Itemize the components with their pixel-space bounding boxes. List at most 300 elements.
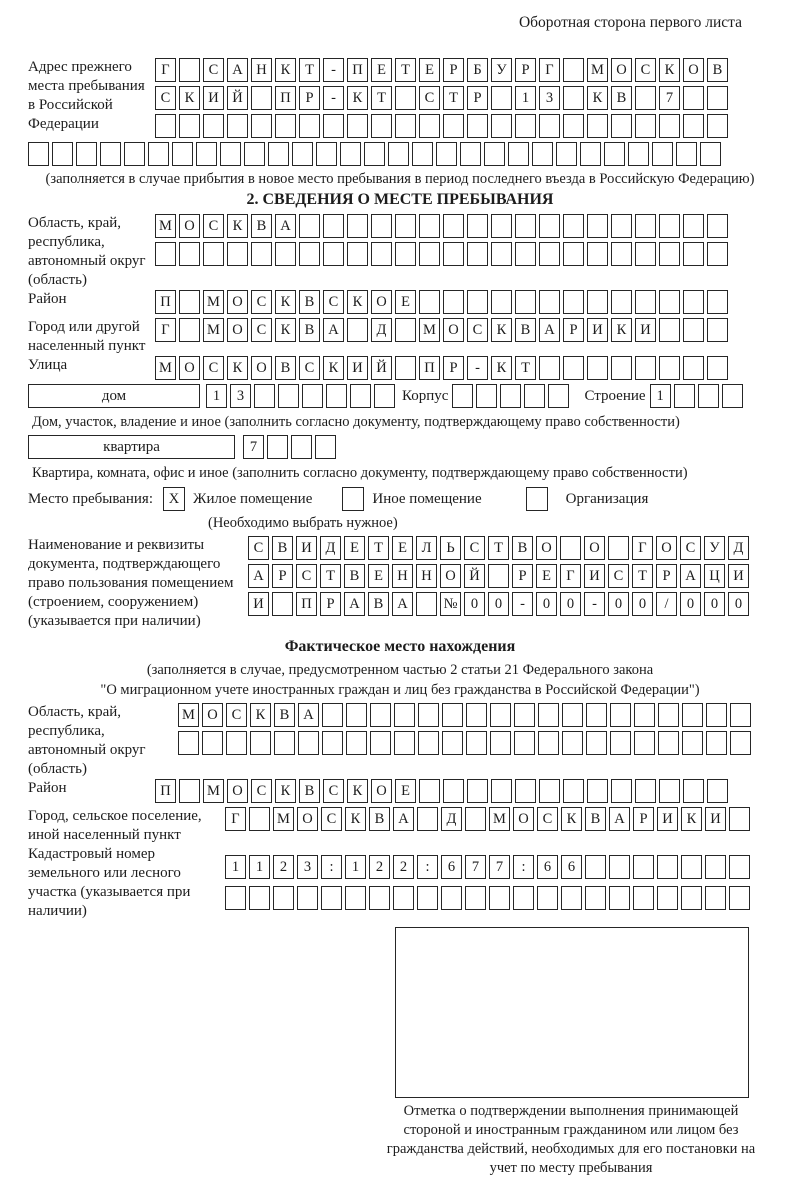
char-cell	[364, 142, 385, 166]
char-cell: С	[419, 86, 440, 110]
char-cell: К	[179, 86, 200, 110]
char-cell	[419, 214, 440, 238]
char-cell	[683, 290, 704, 314]
char-cell	[323, 242, 344, 266]
char-cell	[452, 384, 473, 408]
field-apartment	[28, 435, 772, 463]
char-cell	[652, 142, 673, 166]
char-cell	[412, 142, 433, 166]
char-cell	[707, 356, 728, 380]
char-cell: :	[513, 855, 534, 879]
char-cell: Т	[395, 58, 416, 82]
char-cell	[275, 114, 296, 138]
char-cell	[611, 356, 632, 380]
char-cell	[681, 886, 702, 910]
char-cell	[273, 886, 294, 910]
char-row	[248, 536, 752, 561]
char-cell	[500, 384, 521, 408]
char-cell: Д	[441, 807, 462, 831]
char-cell: В	[272, 536, 293, 560]
char-cell	[443, 114, 464, 138]
char-cell	[683, 242, 704, 266]
char-cell: С	[251, 779, 272, 803]
char-cell	[515, 242, 536, 266]
char-cell	[292, 142, 313, 166]
char-cell	[700, 142, 721, 166]
char-cell	[587, 242, 608, 266]
char-cell	[179, 58, 200, 82]
checkbox-other-premises	[342, 487, 364, 511]
char-cell: К	[347, 290, 368, 314]
char-cell	[707, 86, 728, 110]
char-row	[248, 592, 752, 617]
char-cell	[610, 731, 631, 755]
field-region	[28, 214, 772, 290]
char-cell: Д	[371, 318, 392, 342]
char-cell: Е	[536, 564, 557, 588]
char-cell: С	[203, 58, 224, 82]
char-cell	[676, 142, 697, 166]
char-cell: К	[250, 703, 271, 727]
region-label: Область, край, республика, автономный округ (область)	[28, 215, 146, 288]
char-cell	[322, 703, 343, 727]
char-cell: О	[297, 807, 318, 831]
char-cell	[706, 731, 727, 755]
char-row	[178, 731, 754, 756]
char-cell: Й	[227, 86, 248, 110]
char-row	[155, 58, 731, 83]
char-cell	[155, 242, 176, 266]
char-cell: С	[680, 536, 701, 560]
char-cell: Ь	[440, 536, 461, 560]
char-cell	[179, 290, 200, 314]
char-cell: Р	[443, 356, 464, 380]
char-cell: И	[657, 807, 678, 831]
char-cell	[302, 384, 323, 408]
char-cell: №	[440, 592, 461, 616]
char-cell	[419, 114, 440, 138]
char-cell: 6	[441, 855, 462, 879]
char-cell: С	[296, 564, 317, 588]
char-cell	[563, 290, 584, 314]
checkbox-organization	[526, 487, 548, 511]
char-cell: 7	[465, 855, 486, 879]
char-cell: Р	[443, 58, 464, 82]
char-cell	[683, 318, 704, 342]
char-cell: 1	[225, 855, 246, 879]
char-cell	[418, 703, 439, 727]
char-cell: К	[611, 318, 632, 342]
char-cell	[350, 384, 371, 408]
char-cell	[321, 886, 342, 910]
char-cell	[560, 536, 581, 560]
char-cell	[537, 886, 558, 910]
char-cell	[347, 318, 368, 342]
city-label: Город или другой населенный пункт	[28, 319, 146, 354]
char-cell	[196, 142, 217, 166]
char-cell	[227, 242, 248, 266]
char-cell	[515, 779, 536, 803]
char-row	[225, 886, 753, 911]
char-cell	[563, 86, 584, 110]
char-cell: В	[585, 807, 606, 831]
char-cell: В	[369, 807, 390, 831]
char-cell	[609, 855, 630, 879]
char-cell: 2	[393, 855, 414, 879]
char-cell: -	[323, 58, 344, 82]
char-cell	[635, 242, 656, 266]
char-cell: Р	[299, 86, 320, 110]
char-cell: Р	[320, 592, 341, 616]
char-cell: А	[609, 807, 630, 831]
district-label: Район	[28, 291, 67, 307]
char-cell	[556, 142, 577, 166]
char-cell: Т	[368, 536, 389, 560]
char-cell	[513, 886, 534, 910]
char-cell: И	[203, 86, 224, 110]
char-cell	[225, 886, 246, 910]
field-document	[28, 536, 772, 631]
char-cell: 6	[537, 855, 558, 879]
char-cell	[524, 384, 545, 408]
char-cell	[585, 886, 606, 910]
char-cell: /	[656, 592, 677, 616]
char-cell: М	[178, 703, 199, 727]
char-cell	[347, 114, 368, 138]
char-cell	[340, 142, 361, 166]
char-row	[155, 242, 731, 267]
char-cell	[608, 536, 629, 560]
char-cell: Т	[299, 58, 320, 82]
char-cell	[419, 779, 440, 803]
char-cell	[563, 214, 584, 238]
char-cell	[707, 114, 728, 138]
char-cell	[394, 703, 415, 727]
char-cell	[28, 142, 49, 166]
char-cell: Е	[368, 564, 389, 588]
char-cell: О	[179, 214, 200, 238]
char-cell	[443, 242, 464, 266]
char-cell	[587, 356, 608, 380]
char-row	[155, 290, 731, 315]
actual-location-note-2: "О миграционном учете иностранных граждан и лиц без гражданства в Российской Федерации")	[100, 682, 700, 698]
confirmation-note: Отметка о подтверждении выполнения принимающей стороной и иностранным гражданином или лицом без гражданства действий, необходимых для его постановки на учет по месту пребывания	[386, 1103, 756, 1176]
char-cell: 0	[488, 592, 509, 616]
actual-city-label: Город, сельское поселение, иной населенный пункт	[28, 808, 202, 843]
char-cell	[705, 886, 726, 910]
char-cell: П	[155, 779, 176, 803]
prev-address-note: (заполняется в случае прибытия в новое место пребывания в период последнего въезда в Российскую Федерацию)	[45, 171, 755, 187]
char-row	[155, 779, 731, 804]
char-cell: О	[656, 536, 677, 560]
char-cell	[514, 731, 535, 755]
char-cell	[538, 731, 559, 755]
char-cell: Р	[515, 58, 536, 82]
char-cell	[539, 242, 560, 266]
char-cell: Р	[656, 564, 677, 588]
char-cell	[683, 86, 704, 110]
char-cell	[634, 703, 655, 727]
char-cell: 1	[206, 384, 227, 408]
char-cell: 2	[369, 855, 390, 879]
char-cell	[532, 142, 553, 166]
char-cell: К	[227, 214, 248, 238]
char-cell	[268, 142, 289, 166]
char-cell: Е	[371, 58, 392, 82]
char-cell: К	[561, 807, 582, 831]
checkbox-residential: X	[163, 487, 185, 511]
char-cell: А	[344, 592, 365, 616]
apartment-box-label: квартира	[28, 435, 235, 459]
char-cell: В	[611, 86, 632, 110]
char-cell	[370, 703, 391, 727]
char-cell	[395, 86, 416, 110]
char-cell: -	[467, 356, 488, 380]
char-cell: С	[203, 356, 224, 380]
char-cell	[611, 779, 632, 803]
char-cell: О	[611, 58, 632, 82]
char-cell: С	[464, 536, 485, 560]
actual-location-title: Фактическое место нахождения	[284, 638, 516, 655]
char-cell	[683, 779, 704, 803]
char-row	[248, 564, 752, 589]
char-cell	[443, 290, 464, 314]
char-cell: В	[512, 536, 533, 560]
char-cell: А	[393, 807, 414, 831]
char-cell	[346, 703, 367, 727]
char-cell: С	[635, 58, 656, 82]
char-cell	[416, 592, 437, 616]
char-cell	[635, 779, 656, 803]
char-cell: Д	[320, 536, 341, 560]
section2-title: 2. СВЕДЕНИЯ О МЕСТЕ ПРЕБЫВАНИЯ	[246, 191, 554, 208]
char-cell: К	[659, 58, 680, 82]
char-cell: Е	[344, 536, 365, 560]
char-cell	[371, 242, 392, 266]
char-cell	[203, 242, 224, 266]
char-cell: О	[179, 356, 200, 380]
char-cell	[394, 731, 415, 755]
char-cell	[124, 142, 145, 166]
char-cell	[561, 886, 582, 910]
char-cell: О	[440, 564, 461, 588]
char-cell	[707, 214, 728, 238]
char-cell	[275, 242, 296, 266]
option-organization-label: Организация	[565, 490, 649, 507]
char-cell: И	[584, 564, 605, 588]
char-cell	[707, 318, 728, 342]
char-cell: К	[275, 318, 296, 342]
char-cell	[179, 779, 200, 803]
char-cell: Г	[539, 58, 560, 82]
char-cell	[657, 855, 678, 879]
char-cell: 2	[273, 855, 294, 879]
char-cell	[659, 242, 680, 266]
korpus-label: Корпус	[402, 388, 449, 404]
char-cell: Е	[395, 290, 416, 314]
char-cell: М	[489, 807, 510, 831]
field-stay-type	[28, 486, 772, 512]
char-cell	[250, 731, 271, 755]
char-cell: Й	[464, 564, 485, 588]
char-cell	[203, 114, 224, 138]
char-cell: 7	[659, 86, 680, 110]
char-cell: П	[419, 356, 440, 380]
char-cell	[249, 886, 270, 910]
char-cell: 1	[650, 384, 671, 408]
char-cell: О	[513, 807, 534, 831]
char-cell: Т	[443, 86, 464, 110]
char-cell	[635, 114, 656, 138]
char-cell	[539, 779, 560, 803]
cadastral-label: Кадастровый номер земельного или лесного участка (указывается при наличии)	[28, 846, 191, 919]
char-cell: С	[323, 779, 344, 803]
char-cell: М	[273, 807, 294, 831]
char-cell: С	[248, 536, 269, 560]
char-cell	[442, 731, 463, 755]
char-cell: С	[321, 807, 342, 831]
char-cell	[563, 114, 584, 138]
char-cell: У	[491, 58, 512, 82]
char-cell: Н	[392, 564, 413, 588]
char-cell	[610, 703, 631, 727]
char-cell	[563, 58, 584, 82]
field-actual-district	[28, 779, 772, 807]
char-cell	[515, 114, 536, 138]
char-cell	[76, 142, 97, 166]
stroenie-label: Строение	[584, 388, 646, 404]
char-cell	[226, 731, 247, 755]
char-cell	[441, 886, 462, 910]
char-cell: И	[296, 536, 317, 560]
char-cell	[323, 114, 344, 138]
char-cell	[274, 731, 295, 755]
char-cell: В	[299, 779, 320, 803]
char-cell: Т	[371, 86, 392, 110]
char-cell	[370, 731, 391, 755]
char-cell: И	[587, 318, 608, 342]
char-cell	[178, 731, 199, 755]
char-cell	[491, 779, 512, 803]
field-actual-city	[28, 807, 772, 845]
char-cell	[395, 318, 416, 342]
char-cell	[272, 592, 293, 616]
char-cell	[548, 384, 569, 408]
char-cell	[538, 703, 559, 727]
char-cell	[681, 855, 702, 879]
field-actual-region	[28, 703, 772, 779]
char-cell: М	[203, 779, 224, 803]
char-cell	[539, 214, 560, 238]
char-cell	[466, 703, 487, 727]
field-district	[28, 290, 772, 318]
char-cell	[315, 435, 336, 459]
confirmation-stamp-box	[395, 927, 749, 1098]
char-cell: Ц	[704, 564, 725, 588]
char-cell	[674, 384, 695, 408]
char-cell: Й	[371, 356, 392, 380]
char-cell	[417, 886, 438, 910]
char-cell	[587, 114, 608, 138]
page-header: Оборотная сторона первого листа	[518, 14, 742, 31]
char-cell: 0	[608, 592, 629, 616]
char-cell: П	[296, 592, 317, 616]
prev-address-overflow-row	[28, 142, 772, 167]
char-cell	[467, 290, 488, 314]
char-cell	[347, 242, 368, 266]
char-cell	[443, 214, 464, 238]
char-cell: В	[275, 356, 296, 380]
char-cell: В	[515, 318, 536, 342]
char-cell: :	[321, 855, 342, 879]
char-cell	[683, 214, 704, 238]
field-house	[28, 384, 772, 412]
char-cell	[484, 142, 505, 166]
char-cell	[323, 214, 344, 238]
char-cell	[698, 384, 719, 408]
char-cell: Л	[416, 536, 437, 560]
char-cell	[604, 142, 625, 166]
char-cell: С	[467, 318, 488, 342]
char-cell: О	[371, 290, 392, 314]
char-cell: 1	[515, 86, 536, 110]
char-cell: М	[155, 356, 176, 380]
char-cell: О	[251, 356, 272, 380]
char-cell	[611, 114, 632, 138]
char-cell	[179, 242, 200, 266]
char-cell: К	[587, 86, 608, 110]
char-cell	[395, 214, 416, 238]
char-cell	[419, 242, 440, 266]
char-cell	[587, 214, 608, 238]
char-cell	[148, 142, 169, 166]
char-row	[243, 435, 339, 459]
char-row	[452, 384, 572, 408]
char-cell: А	[298, 703, 319, 727]
char-cell	[395, 356, 416, 380]
char-cell	[587, 290, 608, 314]
char-cell	[476, 384, 497, 408]
prev-address-label: Адрес прежнего места пребывания в Российской Федерации	[28, 59, 145, 132]
char-cell: К	[275, 779, 296, 803]
char-cell	[172, 142, 193, 166]
char-cell	[442, 703, 463, 727]
char-cell	[155, 114, 176, 138]
char-cell	[346, 731, 367, 755]
char-cell: Е	[395, 779, 416, 803]
char-cell	[179, 114, 200, 138]
char-row	[225, 855, 753, 880]
char-row	[155, 86, 731, 111]
stay-type-label: Место пребывания:	[28, 490, 153, 507]
char-cell	[707, 242, 728, 266]
char-cell: М	[587, 58, 608, 82]
char-cell	[586, 731, 607, 755]
char-cell: О	[443, 318, 464, 342]
field-city	[28, 318, 772, 356]
char-cell	[443, 779, 464, 803]
char-cell	[291, 435, 312, 459]
char-cell: В	[274, 703, 295, 727]
char-cell: К	[275, 290, 296, 314]
char-row	[206, 384, 398, 408]
char-cell: Е	[419, 58, 440, 82]
char-cell: О	[227, 318, 248, 342]
option-other-premises-label: Иное помещение	[372, 490, 482, 507]
char-cell: Т	[515, 356, 536, 380]
apartment-note: Квартира, комната, офис и иное (заполнить согласно документу, подтверждающему право собственности)	[32, 465, 688, 481]
char-cell	[705, 855, 726, 879]
